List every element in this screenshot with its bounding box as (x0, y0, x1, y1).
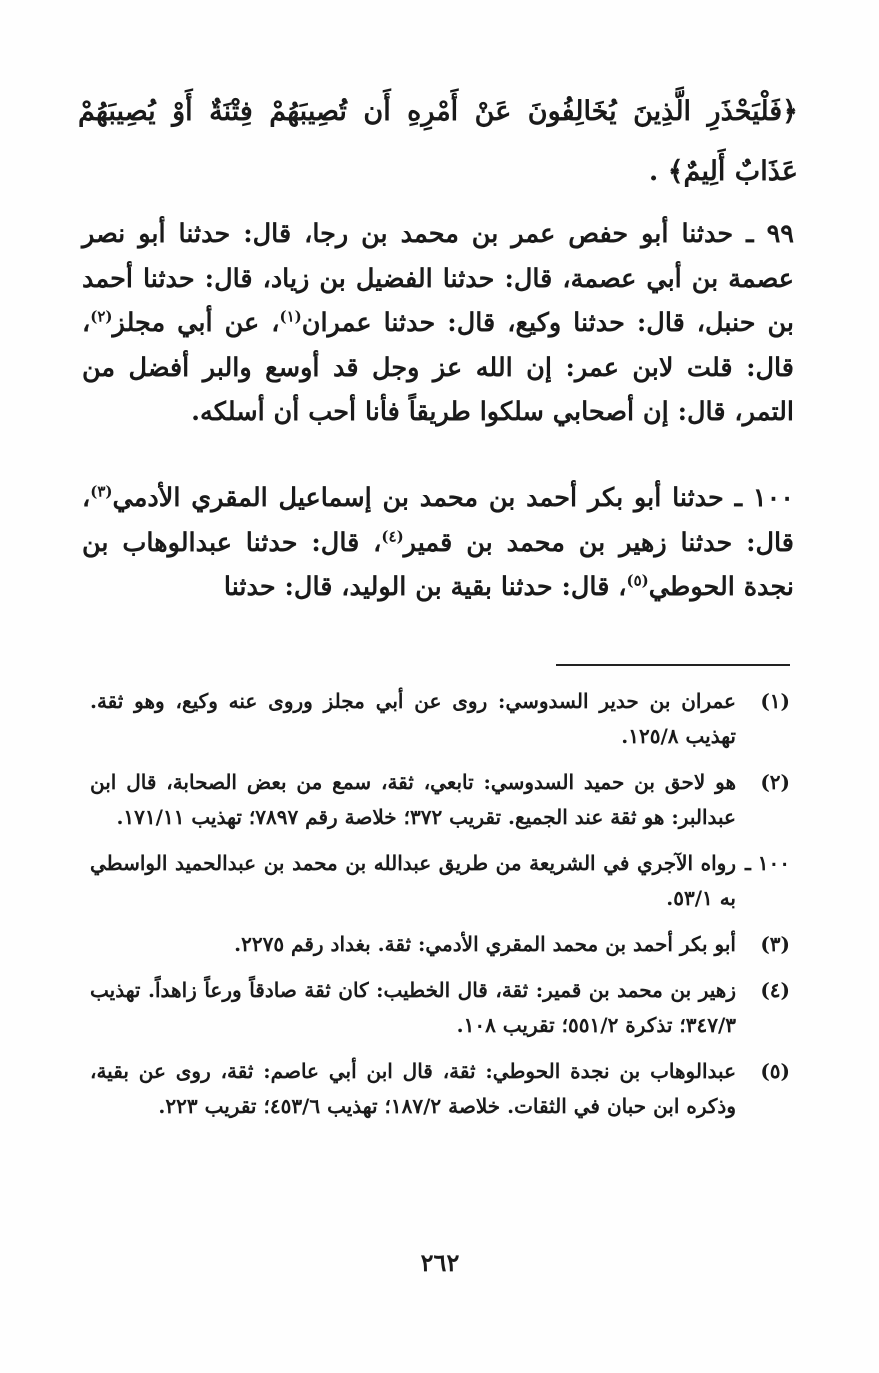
hadith-text: حدثنا أبو حفص عمر بن محمد بن رجا، قال: حدثنا أبو نصر عصمة بن أبي عصمة، قال: حدثنا الفضيل بن زياد، قال: حدثنا أحمد بن حنبل، قال: حدثنا وكيع، قال: حدثنا عمران (82, 219, 795, 338)
footnote-item (90, 1054, 790, 1124)
footnote-marker: (٢) (760, 770, 790, 794)
footnote-text: عبدالوهاب بن نجدة الحوطي: ثقة، قال ابن أبي عاصم: ثقة، روى عن بقية، وذكره ابن حبان في الثقات. خلاصة ١٨٧/٢؛ تهذيب ٤٥٣/٦؛ تقريب ٢٢٣. (90, 1059, 736, 1118)
footnote-item (90, 765, 790, 835)
footnote-text: عمران بن حدير السدوسي: روى عن أبي مجلز وروى عنه وكيع، وهو ثقة. تهذيب ١٢٥/٨. (90, 689, 736, 748)
footnote-ref: (٤) (381, 527, 404, 545)
hadith-text: ، قال: حدثنا زهير بن محمد بن قمير (82, 483, 794, 558)
footnote-text: رواه الآجري في الشريعة من طريق عبدالله بن محمد بن عبدالحميد الواسطي به ٥٣/١. (90, 851, 736, 910)
footnote-ref: (١) (279, 307, 302, 326)
hadith-paragraph-100 (82, 476, 794, 610)
hadith-text: ، قال: حدثنا عبدالوهاب بن نجدة الحوطي (82, 527, 794, 602)
hadith-text: حدثنا أبو بكر أحمد بن محمد بن إسماعيل المقري الأدمي (112, 483, 724, 513)
footnote-marker: (١) (760, 689, 790, 713)
hadith-number: ٩٩ ـ (746, 219, 794, 249)
hadith-paragraph-99 (82, 212, 794, 435)
footnote-item (90, 927, 790, 962)
footnote-separator (556, 664, 790, 666)
footnote-marker: (٥) (760, 1059, 790, 1083)
footnote-ref: (٣) (90, 482, 113, 501)
footnote-marker: (٣) (760, 932, 790, 956)
footnote-item (90, 973, 790, 1043)
hadith-text: ، عن أبي مجلز (112, 308, 280, 338)
footnote-ref: (٥) (626, 571, 649, 590)
page-number: ٢٦٢ (420, 1248, 460, 1277)
footnote-marker: ١٠٠ ـ (744, 851, 790, 875)
footnote-marker: (٤) (760, 978, 790, 1002)
footnote-text: زهير بن محمد بن قمير: ثقة، قال الخطيب: كان ثقة صادقاً ورعاً زاهداً. تهذيب ٣٤٧/٣؛ تذكرة ٥٥١/٢؛ تقريب ١٠٨. (90, 978, 736, 1037)
footnote-item (90, 684, 790, 754)
hadith-text: ، قال: قلت لابن عمر: إن الله عز وجل قد أوسع والبر أفضل من التمر، قال: إن أصحابي سلكوا طريقاً فأنا أحب أن أسلكه. (82, 308, 794, 427)
footnote-text: أبو بكر أحمد بن محمد المقري الأدمي: ثقة. بغداد رقم ٢٢٧٥. (234, 932, 736, 956)
verse-text: ﴿فَلْيَحْذَرِ الَّذِينَ يُخَالِفُونَ عَنْ أَمْرِهِ أَن تُصِيبَهُمْ فِتْنَةٌ أَوْ يُصِيبَهُمْ عَذَابٌ أَلِيمٌ﴾ . (78, 96, 798, 187)
hadith-number: ١٠٠ ـ (734, 483, 794, 513)
footnotes-section (90, 684, 790, 1135)
footnote-ref: (٢) (90, 307, 113, 326)
footnote-item (90, 846, 790, 916)
footnote-text: هو لاحق بن حميد السدوسي: تابعي، ثقة، سمع من بعض الصحابة، قال ابن عبدالبر: هو ثقة عند الجميع. تقريب ٣٧٢؛ خلاصة رقم ٧٨٩٧؛ تهذيب ١٧١/١١. (90, 770, 736, 829)
quran-verse (78, 82, 798, 202)
hadith-text: ، قال: حدثنا بقية بن الوليد، قال: حدثنا (223, 572, 627, 602)
